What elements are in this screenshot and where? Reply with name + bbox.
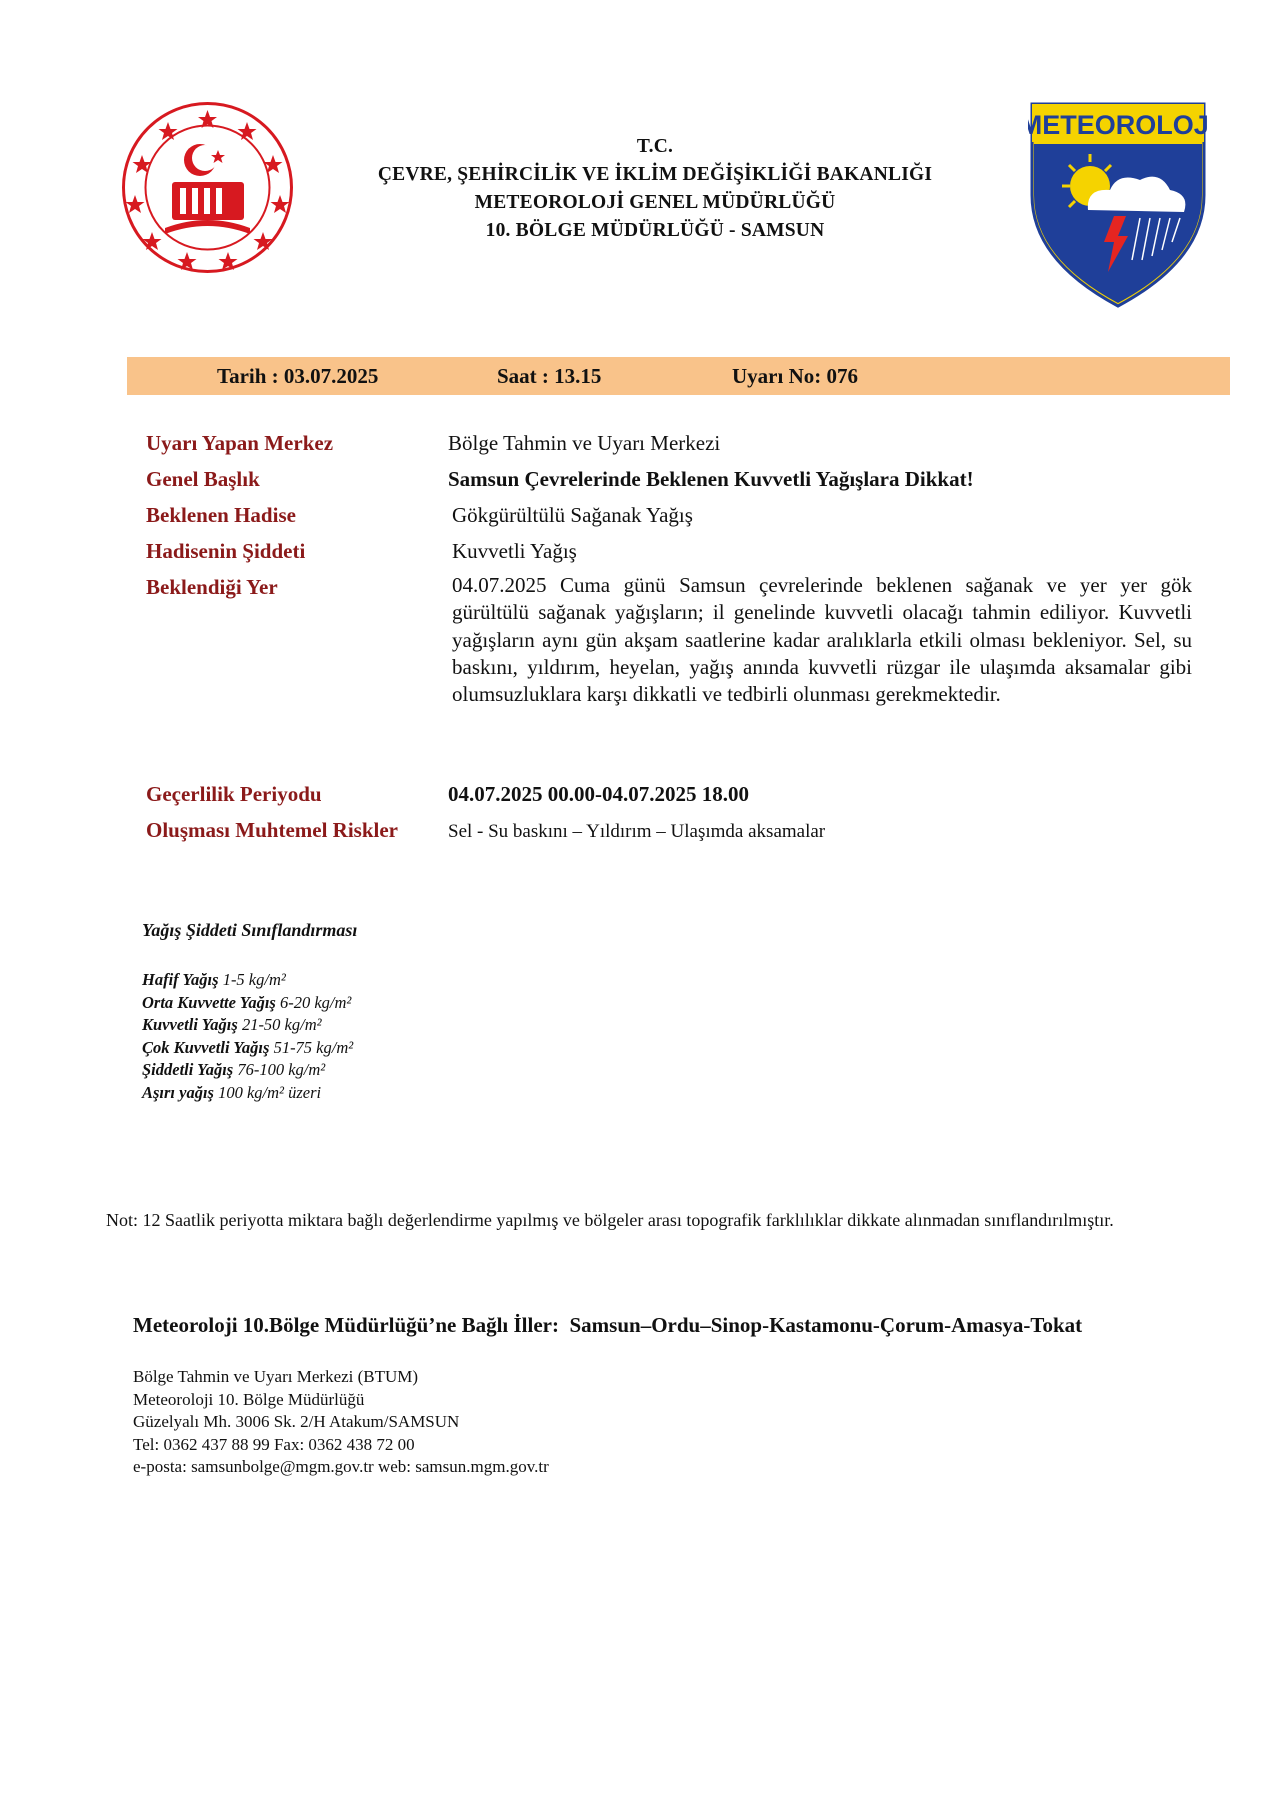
center-value: Bölge Tahmin ve Uyarı Merkezi <box>448 431 721 455</box>
contact-center: Bölge Tahmin ve Uyarı Merkezi (BTUM) <box>133 1367 419 1386</box>
contact-email-web: e-posta: samsunbolge@mgm.gov.tr web: samsun.mgm.gov.tr <box>133 1457 549 1476</box>
severity-value: Kuvvetli Yağış <box>452 539 577 563</box>
place-label: Beklendiği Yer <box>146 575 278 599</box>
warning-info-bar <box>127 357 1230 395</box>
warning-date: Tarih : 03.07.2025 <box>217 364 379 388</box>
header-line-tc: T.C. <box>636 136 674 157</box>
header-line-region: 10. BÖLGE MÜDÜRLÜĞÜ - SAMSUN <box>485 220 825 241</box>
place-value: 04.07.2025 Cuma günü Samsun çevrelerinde beklenen sağanak ve yer yer gök gürültülü sağanak yağışların; il genelinde kuvvetli olacağı tahmin ediliyor. Kuvvetli yağışların aynı gün akşam saatlerine kadar aralıklarla etkili olması bekleniyor. Sel, su baskını, yıldırım, heyelan, yağış anında kuvvetli rüzgar ile ulaşımda aksamalar gibi olumsuzluklara karşı dikkatli ve tedbirli olunması gerekmektedir. <box>452 573 1192 707</box>
contact-phone: Tel: 0362 437 88 99 Fax: 0362 438 72 00 <box>133 1434 415 1454</box>
warning-time: Saat : 13.15 <box>497 364 602 388</box>
contact-address: Güzelyalı Mh. 3006 Sk. 2/H Atakum/SAMSUN <box>133 1412 460 1431</box>
region-label: Meteoroloji 10.Bölge Müdürlüğü’ne Bağlı İller: <box>133 1313 559 1337</box>
warning-number: Uyarı No: 076 <box>732 364 858 388</box>
list-item: Çok Kuvvetli Yağış 51-75 kg/m² <box>142 1037 354 1057</box>
title-value: Samsun Çevrelerinde Beklenen Kuvvetli Yağışlara Dikkat! <box>448 467 974 491</box>
event-label: Beklenen Hadise <box>146 503 296 527</box>
header-line-ministry: ÇEVRE, ŞEHİRCİLİK VE İKLİM DEĞİŞİKLİĞİ BAKANLIĞI <box>377 164 933 185</box>
list-item: Şiddetli Yağış 76-100 kg/m² <box>142 1060 326 1079</box>
event-value: Gökgürültülü Sağanak Yağış <box>452 503 693 527</box>
header-block <box>330 133 980 245</box>
list-item: Aşırı yağış 100 kg/m² üzeri <box>142 1082 322 1102</box>
region-provinces: Samsun–Ordu–Sinop-Kastamonu-Çorum-Amasya-Tokat <box>569 1313 1083 1337</box>
region-line <box>133 1313 1082 1338</box>
list-item: Hafif Yağış 1-5 kg/m² <box>142 970 286 989</box>
center-label: Uyarı Yapan Merkez <box>146 431 334 455</box>
validity-value: 04.07.2025 00.00-04.07.2025 18.00 <box>448 782 749 806</box>
meteoroloji-shield-icon <box>1028 100 1208 310</box>
risks-label: Oluşması Muhtemel Riskler <box>146 818 398 842</box>
list-item: Kuvvetli Yağış 21-50 kg/m² <box>142 1015 322 1034</box>
title-label: Genel Başlık <box>146 467 260 491</box>
classification-list <box>142 969 353 1104</box>
contact-block <box>133 1366 549 1479</box>
note-text: Not: 12 Saatlik periyotta miktara bağlı değerlendirme yapılmış ve bölgeler arası topografik farklılıklar dikkate alınmadan sınıflandırılmıştır. <box>106 1210 1114 1230</box>
validity-label: Geçerlilik Periyodu <box>146 782 322 806</box>
shield-text: METEOROLOJİ <box>1028 110 1208 140</box>
ministry-seal-icon <box>120 100 295 275</box>
risks-value: Sel - Su baskını – Yıldırım – Ulaşımda aksamalar <box>448 821 826 842</box>
list-item: Orta Kuvvette Yağış 6-20 kg/m² <box>142 992 352 1012</box>
contact-directorate: Meteoroloji 10. Bölge Müdürlüğü <box>133 1389 365 1409</box>
severity-label: Hadisenin Şiddeti <box>146 539 306 563</box>
header-line-directorate: METEOROLOJİ GENEL MÜDÜRLÜĞÜ <box>474 192 836 213</box>
classification-title: Yağış Şiddeti Sınıflandırması <box>142 920 358 940</box>
